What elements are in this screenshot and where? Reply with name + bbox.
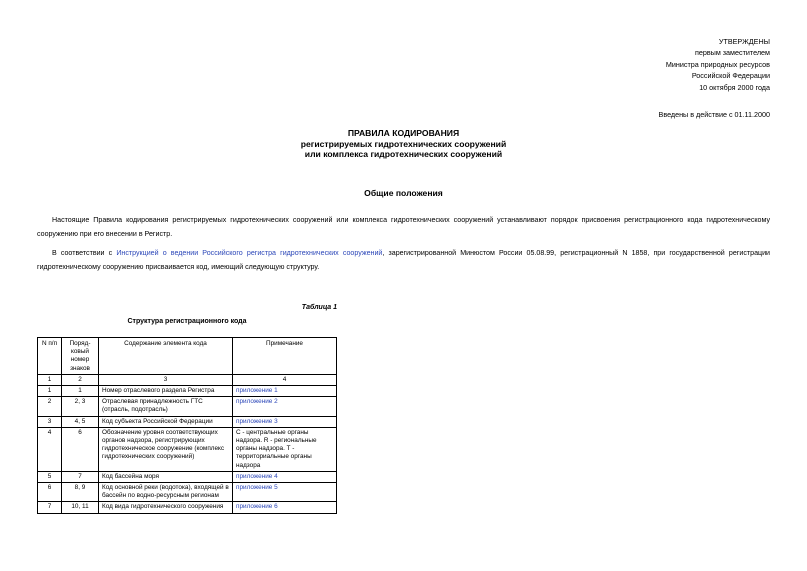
appendix-link[interactable]: приложение 1: [233, 386, 337, 397]
header-note: Примечание: [233, 338, 337, 375]
row-note: C - центральные органы надзора. R - региональные органы надзора. T - территориальные органы надзора: [233, 427, 337, 471]
paragraph-2-text-after: , зарегистрированной Минюстом России 05.08.99, регистрационный N 1858, при государственной регистрации гидротехническому сооружению присваивается код, имеющий следующую структуру.: [37, 249, 771, 271]
row-content: Код бассейна моря: [99, 471, 233, 482]
instruction-link[interactable]: Инструкцией о ведении Российского регистра гидротехнических сооружений: [116, 249, 383, 257]
approval-line: УТВЕРЖДЕНЫ: [718, 37, 770, 46]
appendix-link[interactable]: приложение 4: [233, 471, 337, 482]
row-num: 5: [38, 471, 62, 482]
row-order: 2, 3: [62, 397, 99, 416]
table-header-row: [38, 338, 337, 375]
approval-block: [666, 36, 770, 93]
row-num: 1: [38, 386, 62, 397]
table-row: [38, 502, 337, 513]
column-number: 4: [233, 374, 337, 385]
row-order: 6: [62, 427, 99, 471]
column-number: 1: [38, 374, 62, 385]
row-num: 4: [38, 427, 62, 471]
row-content: Код субъекта Российской Федерации: [99, 416, 233, 427]
approval-line: Российской Федерации: [691, 71, 770, 81]
table-row: [38, 397, 337, 416]
paragraph-1: Настоящие Правила кодирования регистрируемых гидротехнических сооружений или комплекса гидротехнических сооружений устанавливают порядок присвоения регистрационного кода гидротехническому сооружению при его внесении в Регистр.: [37, 216, 770, 238]
table-row: [38, 471, 337, 482]
section-title: Общие положения: [364, 188, 443, 198]
row-order: 10, 11: [62, 502, 99, 513]
row-content: Код основной реки (водотока), входящей в бассейн по водно-ресурсным регионам: [99, 483, 233, 502]
approval-line: 10 октября 2000 года: [699, 82, 770, 92]
paragraph-2-text-before: В соответствии с: [52, 249, 117, 257]
row-content: Код вида гидротехнического сооружения: [99, 502, 233, 513]
table-caption: Структура регистрационного кода: [127, 318, 247, 325]
table-row: [38, 386, 337, 397]
header-order: Поряд-ковый номер знаков: [62, 338, 99, 375]
row-order: 7: [62, 471, 99, 482]
title-line-1: ПРАВИЛА КОДИРОВАНИЯ: [347, 128, 460, 138]
title-line-3: или комплекса гидротехнических сооружений: [304, 149, 503, 160]
row-order: 1: [62, 386, 99, 397]
effective-date: Введены в действие с 01.11.2000: [658, 110, 770, 119]
column-number: 2: [62, 374, 99, 385]
table-row: [38, 427, 337, 471]
row-num: 3: [38, 416, 62, 427]
table-numbering-row: [38, 374, 337, 385]
table-label: Таблица 1: [301, 304, 337, 311]
row-num: 7: [38, 502, 62, 513]
document-title: [0, 128, 807, 160]
column-number: 3: [99, 374, 233, 385]
row-num: 6: [38, 483, 62, 502]
appendix-link[interactable]: приложение 5: [233, 483, 337, 502]
paragraph-2: [37, 247, 770, 274]
row-content: Обозначение уровня соответствующих органов надзора, регистрирующих гидротехническое сооружение (комплекс гидротехнических сооружений): [99, 427, 233, 471]
header-num: N п/п: [38, 338, 62, 375]
table-row: [38, 483, 337, 502]
appendix-link[interactable]: приложение 6: [233, 502, 337, 513]
code-structure-table: [37, 337, 337, 514]
approval-line: Министра природных ресурсов: [665, 59, 770, 69]
table-row: [38, 416, 337, 427]
appendix-link[interactable]: приложение 2: [233, 397, 337, 416]
title-line-2: регистрируемых гидротехнических сооружений: [300, 138, 507, 149]
appendix-link[interactable]: приложение 3: [233, 416, 337, 427]
row-content: Номер отраслевого раздела Регистра: [99, 386, 233, 397]
row-order: 4, 5: [62, 416, 99, 427]
approval-line: первым заместителем: [694, 48, 770, 58]
row-order: 8, 9: [62, 483, 99, 502]
row-num: 2: [38, 397, 62, 416]
header-content: Содержание элемента кода: [99, 338, 233, 375]
row-content: Отраслевая принадлежность ГТС (отрасль, подотрасль): [99, 397, 233, 416]
